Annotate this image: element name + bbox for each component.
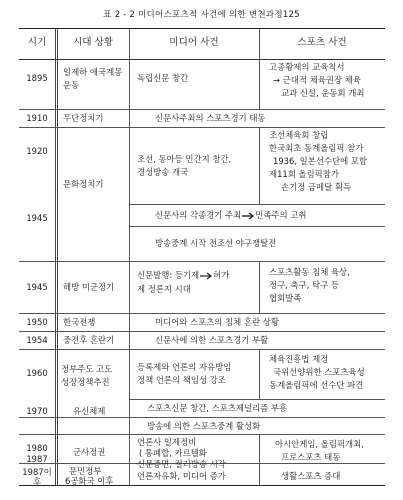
sports-1895-line1: 고종황제의 교육칙서 xyxy=(269,62,345,72)
situation-1895-line1: 일제하 애국계몽 xyxy=(63,67,123,77)
media-1895: 독립신문 창간 xyxy=(137,73,189,83)
situation-1980: 군사정권 xyxy=(73,447,106,457)
header-situation: 시대 상황 xyxy=(72,37,114,48)
row-rule-1895 xyxy=(19,109,385,110)
situation-1910: 무단정치기 xyxy=(63,113,104,123)
situation-1960-line2: 성장정책추진 xyxy=(61,377,110,387)
row-rule-1920 xyxy=(19,261,385,262)
sports-1987: 생활스포츠 증대 xyxy=(281,471,341,481)
media-sports-1960a: 스포츠신문 창간, 스포츠제널리즘 부흥 xyxy=(147,403,288,413)
sports-1920-line3: 1936, 일본선수단에 포함 xyxy=(273,156,368,166)
right-arrow-icon xyxy=(242,212,254,220)
col-divider-media-1920 xyxy=(259,127,260,204)
media-1980-line2: ( 통폐합, 카르텔화 xyxy=(139,448,207,458)
sports-1920-line5: 손기정 금메달 획득 xyxy=(281,182,352,192)
col-divider-media-1980 xyxy=(259,434,260,485)
sports-1920-line4: 제11회 올림픽참가 xyxy=(269,169,339,179)
situation-1960-line1: 정부주도 고도 xyxy=(61,364,113,374)
year-1945a: 1945 xyxy=(26,213,48,223)
year-1960: 1960 xyxy=(26,368,48,378)
header-period: 시기 xyxy=(27,37,47,48)
header-rule xyxy=(19,59,385,60)
sports-1960-line3: 동계올림픽에 선수단 파견 xyxy=(269,380,364,390)
sub-rule-1920a xyxy=(129,204,385,205)
year-1950: 1950 xyxy=(26,317,48,327)
row-rule-1910 xyxy=(19,127,385,128)
media-1960-line2: 정책 언론의 책임성 강조 xyxy=(137,375,226,385)
year-1945: 1945 xyxy=(26,282,48,292)
year-1987-after-line1: 1987이 xyxy=(22,467,52,477)
media-sports-1920a-right: 민족주의 고취 xyxy=(255,210,307,220)
sports-1945-line2: 정구, 축구, 탁구 등 xyxy=(269,280,339,290)
year-1920: 1920 xyxy=(26,146,48,156)
table-title: 표 2 - 2 미디어스포츠적 사건에 의한 변천과정125 xyxy=(103,10,300,20)
media-1920-line1: 조선, 동아등 민간지 창간, xyxy=(137,154,232,164)
row-rule-1960 xyxy=(19,434,385,435)
sports-1895-line2: → 근대적 체육권장 체육 xyxy=(273,75,361,85)
header-media: 미디어 사건 xyxy=(169,37,219,48)
sub-rule-1960b xyxy=(19,417,385,418)
sports-1960-line1: 체육진흥법 제정 xyxy=(269,354,329,364)
media-sports-1920a xyxy=(155,209,306,221)
situation-1950: 한국전쟁 xyxy=(63,317,96,327)
media-1960-line1: 등록제와 언론의 자유방임 xyxy=(137,362,232,372)
col-divider-media-1895 xyxy=(259,59,260,109)
col-divider-media-1945 xyxy=(259,261,260,313)
situation-1954: 중전후 혼란기 xyxy=(63,335,115,345)
media-1945-line1 xyxy=(137,269,229,281)
sports-1960-line2: 국위선양위한 스포츠육성 xyxy=(273,367,365,377)
sports-1980-line2: 프로스포츠 태동 xyxy=(281,452,341,462)
media-1987: 언론자유화, 미디어 증가 xyxy=(137,471,226,481)
sports-1920-line1: 조선체육회 창립 xyxy=(269,130,329,140)
media-1945-line2: 제 정론지 시대 xyxy=(137,284,191,294)
sports-1920-line2: 한국최초 동계올림픽 참가 xyxy=(269,143,364,153)
situation-1945: 해방 미군정기 xyxy=(63,282,115,292)
situation-1987-line2: 6공화국 이후 xyxy=(65,476,114,486)
history-table xyxy=(19,28,385,486)
media-1980-line3: 신문증면, 컬러방송 시작 xyxy=(137,459,226,469)
situation-1895-line2: 운동 xyxy=(63,80,80,90)
row-rule-1954 xyxy=(19,349,385,350)
media-sports-1960b: 방송에 의한 스포츠중계 활성화 xyxy=(147,421,261,431)
media-sports-1920b: 방송중계 시작 전조선 야구쟁탈전 xyxy=(155,238,277,248)
media-1920-line2: 경성방송 개국 xyxy=(137,167,189,177)
sports-1980-line1: 아시안게임, 올림픽개최, xyxy=(275,439,364,449)
right-arrow-icon xyxy=(200,272,212,280)
media-1945-arrow-text: 허가 xyxy=(213,270,230,280)
header-sports: 스포츠 사건 xyxy=(297,37,347,48)
year-1987-after-line2: 후 xyxy=(32,477,42,487)
media-1945-line1-text: 신문발행: 등기제 xyxy=(137,270,200,280)
situation-1987-line1: 문민정부 xyxy=(69,466,102,476)
media-1980-line1: 언론사 일제정비 xyxy=(137,437,197,447)
sports-1895-line3: 교과 신설, 운동회 개최 xyxy=(281,88,365,98)
col-divider-media-1960 xyxy=(259,349,260,399)
year-1895: 1895 xyxy=(26,73,48,83)
situation-1920: 문화정치기 xyxy=(63,179,104,189)
row-rule-1945 xyxy=(19,313,385,314)
situation-1970: 유신체제 xyxy=(73,406,106,416)
year-1980: 1980 xyxy=(26,443,48,453)
sports-1945-line3: 협회발족 xyxy=(269,293,302,303)
sports-1945-line1: 스포츠활동 침체 육상, xyxy=(269,267,350,277)
year-1970: 1970 xyxy=(26,406,48,416)
sub-rule-1920b xyxy=(129,226,385,227)
sub-rule-1960a xyxy=(129,399,385,400)
row-rule-1950 xyxy=(19,331,385,332)
year-1954: 1954 xyxy=(26,335,48,345)
media-sports-1920a-left: 신문사의 각종경기 주최 xyxy=(155,210,242,220)
year-1910: 1910 xyxy=(26,113,48,123)
media-sports-1954: 신문사에 의한 스포츠경기 부활 xyxy=(155,335,269,345)
year-1987: 1987 xyxy=(26,454,48,464)
media-sports-1950: 미디어와 스포츠의 침체 혼란 상황 xyxy=(155,317,279,327)
media-sports-1910: 신문사주최의 스포츠경기 태동 xyxy=(155,113,266,123)
